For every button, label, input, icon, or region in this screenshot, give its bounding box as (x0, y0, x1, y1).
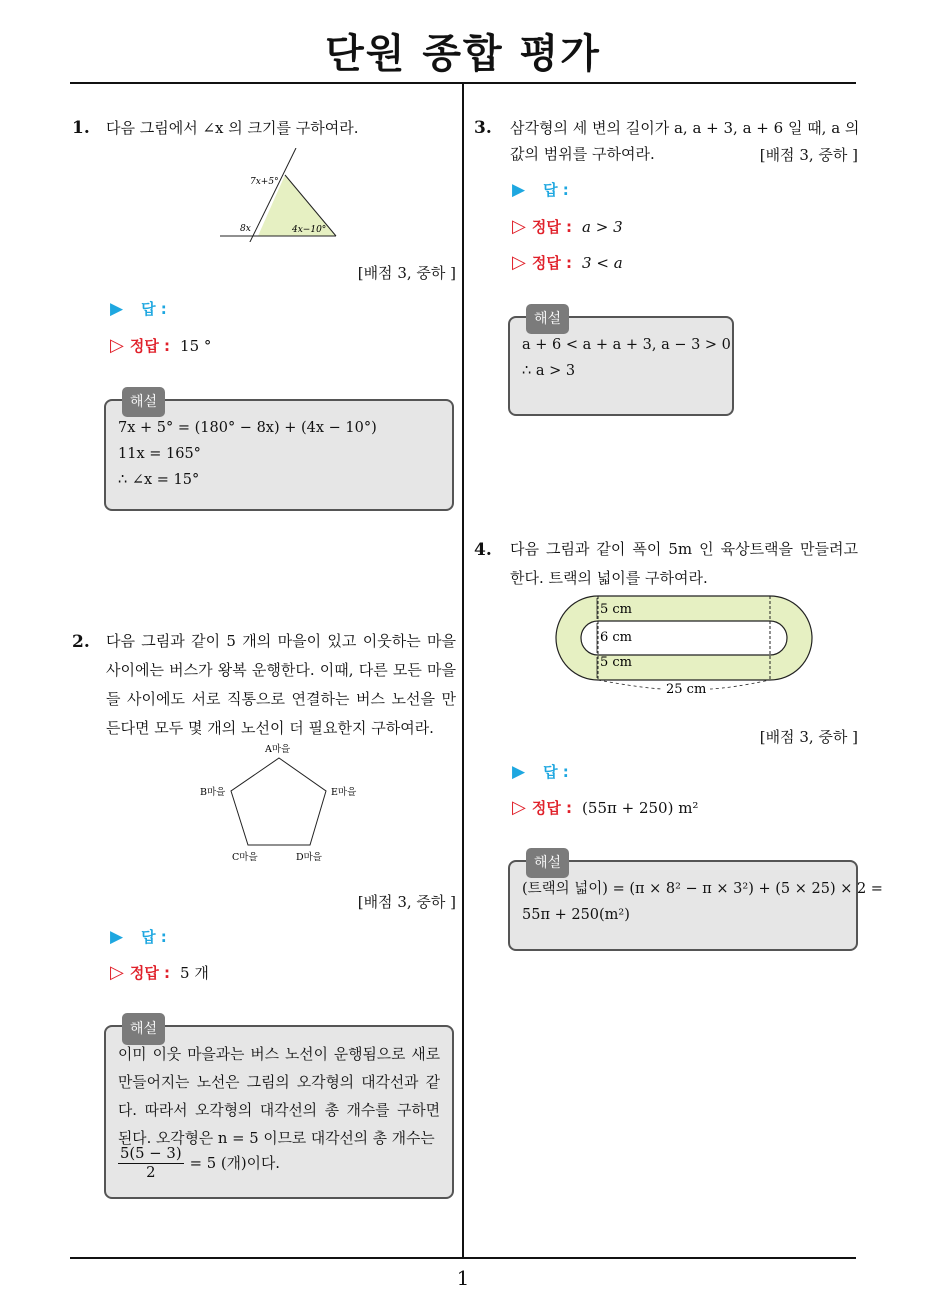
q4-fig-width-top: 5 cm (600, 602, 633, 617)
solution-tag: 해설 (526, 848, 569, 878)
outline-triangle-icon: ▷ (512, 797, 526, 818)
play-triangle-icon: ▶ (110, 298, 124, 319)
correct-answer-label: 정답 : (129, 337, 171, 355)
q3-correct-answer-1: a > 3 (582, 217, 623, 236)
q2-answer-row (110, 926, 167, 947)
q4-number: 4. (474, 540, 492, 560)
village-a-label: A마을 (265, 744, 291, 755)
q2-fraction-numerator: 5(5 − 3) (120, 1145, 182, 1162)
q2-score: [배점 3, 중하 ] (357, 893, 456, 911)
q4-score: [배점 3, 중하 ] (759, 728, 858, 746)
q2-pentagon-figure (196, 740, 366, 866)
q4-fig-width-bottom: 5 cm (600, 655, 633, 670)
answer-label: 답 : (141, 300, 167, 318)
answer-label: 답 : (141, 928, 167, 946)
play-triangle-icon: ▶ (512, 179, 526, 200)
q1-solution-line: ∴ ∠x = 15° (118, 472, 200, 488)
q1-fig-left-label: 8x (240, 224, 251, 234)
correct-answer-label: 정답 : (531, 799, 573, 817)
correct-answer-label: 정답 : (531, 254, 573, 272)
q4-fig-width-inner: 6 cm (600, 630, 633, 645)
q4-track-figure (552, 594, 814, 696)
answer-label: 답 : (543, 763, 569, 781)
q4-text: 다음 그림과 같이 폭이 5m 인 육상트랙을 만들려고 한다. 트랙의 넓이를 구하여라. (510, 540, 858, 587)
q4-solution-box (508, 855, 883, 951)
q3-score: [배점 3, 중하 ] (759, 146, 858, 164)
q4-correct-row (512, 797, 698, 818)
solution-tag: 해설 (122, 387, 165, 417)
q2-number: 2. (72, 632, 90, 652)
solution-tag: 해설 (122, 1013, 165, 1045)
page-number: 1 (456, 1266, 470, 1290)
q2-fraction (118, 1145, 184, 1182)
q2-solution-box (104, 1021, 454, 1199)
q1-number: 1. (72, 118, 90, 138)
outline-triangle-icon: ▷ (110, 335, 124, 356)
village-c-label: C마을 (232, 852, 258, 863)
q3-correct-row-1 (512, 216, 623, 237)
q1-fig-top-label: 7x+5° (250, 177, 279, 187)
q2-correct-row (110, 962, 209, 983)
solution-tag: 해설 (526, 304, 569, 334)
q1-answer-row (110, 298, 167, 319)
q3-correct-answer-2: 3 < a (582, 253, 623, 272)
q4-solution-line: (트랙의 넓이) = (π × 8² − π × 3²) + (5 × 25) × 2 = (522, 881, 883, 897)
q2-fraction-denominator: 2 (146, 1164, 156, 1181)
q4-fig-length: 25 cm (666, 682, 707, 696)
q1-correct-answer: 15 ° (180, 336, 212, 355)
q1-score: [배점 3, 중하 ] (357, 264, 456, 282)
answer-label: 답 : (543, 181, 569, 199)
outline-triangle-icon: ▷ (110, 962, 124, 983)
q3-text-line2: 값의 범위를 구하여라. (510, 145, 655, 163)
outline-triangle-icon: ▷ (512, 252, 526, 273)
q3-solution-line: ∴ a > 3 (522, 363, 576, 379)
q2-solution-text: 이미 이웃 마을과는 버스 노선이 운행됨으로 새로 만들어지는 노선은 그림의 오각형의 대각선과 같다. 따라서 오각형의 대각선의 총 개수를 구하면 된다. 오각형은 n = 5 이므로 대각선의 총 개수는 (118, 1046, 440, 1147)
village-e-label: E마을 (331, 787, 357, 798)
village-b-label: B마을 (200, 787, 226, 798)
bottom-rule (70, 1257, 856, 1259)
q1-fig-right-label: 4x−10° (292, 225, 327, 235)
q3-solution-line: a + 6 < a + a + 3, a − 3 > 0 (522, 337, 731, 353)
q2-text: 다음 그림과 같이 5 개의 마을이 있고 이웃하는 마을 사이에는 버스가 왕복 운행한다. 이때, 다른 모든 마을들 사이에도 서로 직통으로 연결하는 버스 노선을 만든다면 모두 몇 개의 노선이 더 필요한지 구하여라. (106, 632, 456, 737)
q3-text-line1: 삼각형의 세 변의 길이가 a, a + 3, a + 6 일 때, a 의 (510, 119, 860, 137)
play-triangle-icon: ▶ (512, 761, 526, 782)
q3-solution-box (508, 311, 734, 416)
q3-answer-row (512, 179, 569, 200)
column-divider (462, 82, 464, 1259)
q1-triangle-figure (220, 148, 344, 242)
q1-solution-line: 7x + 5° = (180° − 8x) + (4x − 10°) (118, 420, 377, 436)
q4-answer-row (512, 761, 569, 782)
correct-answer-label: 정답 : (531, 218, 573, 236)
q1-text: 다음 그림에서 ∠x 의 크기를 구하여라. (106, 119, 359, 137)
correct-answer-label: 정답 : (129, 964, 171, 982)
q4-solution-line: 55π + 250(m²) (522, 907, 630, 923)
q3-number: 3. (474, 118, 492, 138)
q3-correct-row-2 (512, 252, 623, 273)
village-d-label: D마을 (296, 852, 322, 863)
q2-solution-tail: = 5 (개)이다. (189, 1154, 280, 1172)
q1-correct-row (110, 335, 211, 356)
play-triangle-icon: ▶ (110, 926, 124, 947)
page-title: 단원 종합 평가 (325, 31, 601, 77)
q4-correct-answer: (55π + 250) m² (582, 798, 699, 817)
q1-solution-box (104, 394, 454, 511)
q2-correct-answer: 5 개 (180, 964, 209, 982)
outline-triangle-icon: ▷ (512, 216, 526, 237)
q1-solution-line: 11x = 165° (118, 446, 201, 462)
